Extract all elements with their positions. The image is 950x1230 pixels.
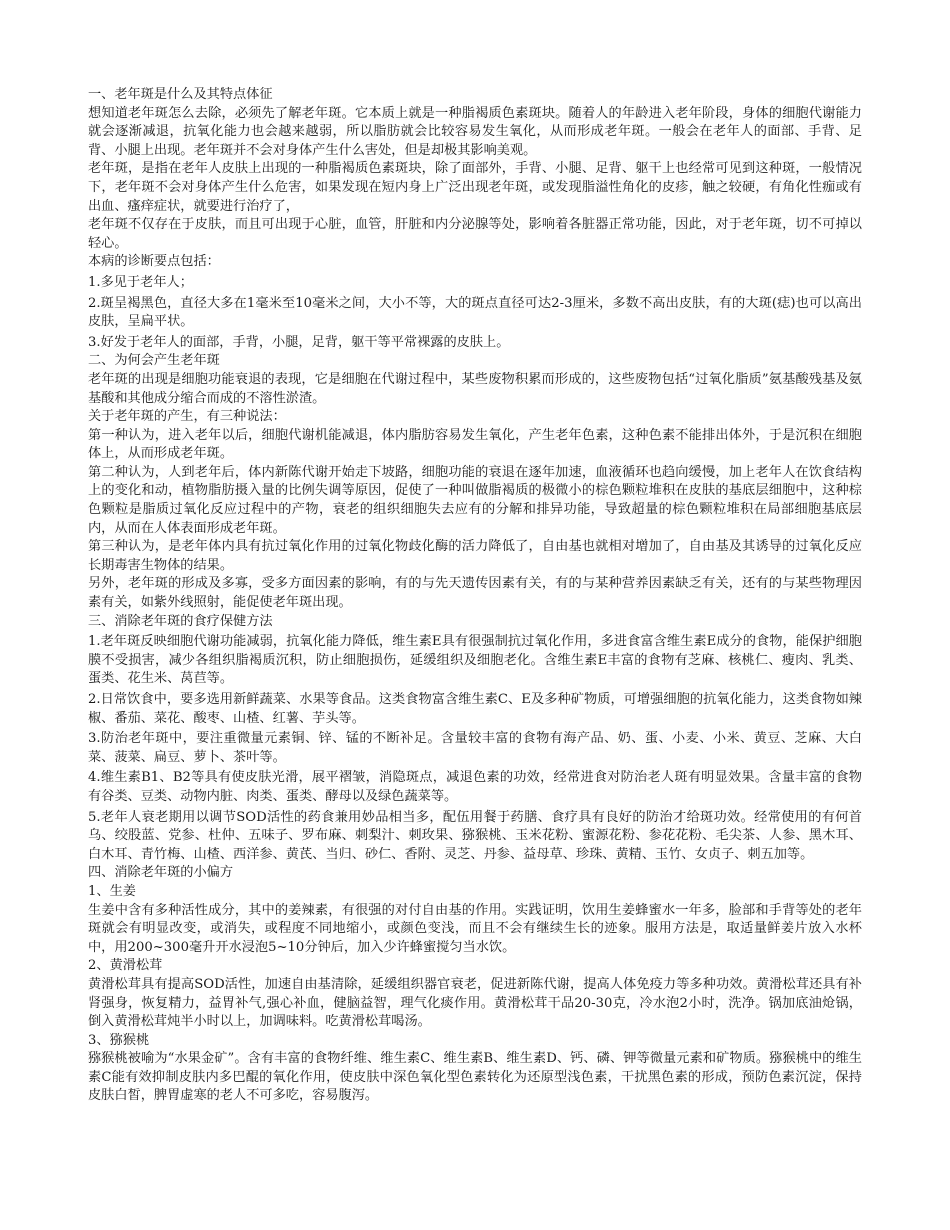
paragraph: 老年斑，是指在老年人皮肤上出现的一种脂褐质色素斑块，除了面部外，手背、小腿、足背、躯干上也经常可见到这种斑，一般情况下，老年斑不会对身体产生什么危害，如果发现在短内身上广泛出现老年斑，或发现脂溢性角化的皮疹，触之较硬，有角化性痂或有出血、瘙痒症状，就要进行治疗了， [88,161,862,214]
list-item: 2.日常饮食中，要多选用新鲜蔬菜、水果等食品。这类食物富含维生素C、E及多种矿物质，可增强细胞的抗氧化能力，这类食物如辣椒、番茄、菜花、酸枣、山楂、红薯、芋头等。 [88,692,862,726]
paragraph: 想知道老年斑怎么去除，必须先了解老年斑。它本质上就是一种脂褐质色素斑块。随着人的年龄进入老年阶段，身体的细胞代谢能力就会逐渐减退，抗氧化能力也会越来越弱，所以脂肪就会比较容易发生氧化，从而形成老年斑。一般会在老年人的面部、手背、足背、小腿上出现。老年斑并不会对身体产生什么害处，但是却极其影响美观。 [88,105,862,158]
paragraph: 生姜中含有多种活性成分，其中的姜辣素，有很强的对付自由基的作用。实践证明，饮用生姜蜂蜜水一年多，脸部和手背等处的老年斑就会有明显改变，或消失，或程度不同地缩小，或颜色变浅，而且不会有继续生长的迹象。服用方法是，取适量鲜姜片放入水杯中，用200~300毫升开水浸泡5~10分钟后，加入少许蜂蜜搅匀当水饮。 [88,902,862,955]
paragraph: 老年斑不仅存在于皮肤，而且可出现于心脏，血管，肝脏和内分泌腺等处，影响着各脏器正常功能，因此，对于老年斑，切不可掉以轻心。 [88,217,862,251]
list-item: 1.老年斑反映细胞代谢功能减弱，抗氧化能力降低，维生素E具有很强制抗过氧化作用，多进食富含维生素E成分的食物，能保护细胞膜不受损害，减少各组织脂褐质沉积，防止细胞损伤，延缓组织及细胞老化。含维生素E丰富的食物有芝麻、核桃仁、瘦肉、乳类、蛋类、花生米、莴苣等。 [88,634,862,687]
paragraph: 老年斑的出现是细胞功能衰退的表现，它是细胞在代谢过程中，某些废物积累而形成的，这些废物包括“过氧化脂质”氨基酸残基及氨基酸和其他成分缩合而成的不溶性淤渣。 [88,371,862,406]
list-item: 1.多见于老年人； [88,274,193,290]
paragraph: 关于老年斑的产生，有三种说法： [88,409,286,425]
subsection-heading: 1、生姜 [88,883,136,899]
subsection-heading: 3、猕猴桃 [88,1032,150,1048]
paragraph: 第二种认为，人到老年后，体内新陈代谢开始走下坡路，细胞功能的衰退在逐年加速，血液循环也趋向缓慢，加上老年人在饮食结构上的变化和动，植物脂肪摄入量的比例失调等原因，促使了一种叫做脂褐质的极微小的棕色颗粒堆积在皮肤的基底层细胞中，这种棕色颗粒是脂质过氧化反应过程中的产物，衰老的组织细胞失去应有的分解和排异功能，导致超量的棕色颗粒堆积在局部细胞基底层内，从而在人体表面形成老年斑。 [88,464,862,536]
list-item: 3.好发于老年人的面部，手背，小腿，足背，躯干等平常裸露的皮肤上。 [88,334,510,350]
list-item: 3.防治老年斑中，要注重微量元素铜、锌、锰的不断补足。含量较丰富的食物有海产品、奶、蛋、小麦、小米、黄豆、芝麻、大白菜、菠菜、扁豆、萝卜、茶叶等。 [88,731,862,765]
list-item: 4.维生素B1、B2等具有使皮肤光滑，展平褶皱，消隐斑点，减退色素的功效，经常进食对防治老人斑有明显效果。含量丰富的食物有谷类、豆类、动物内脏、肉类、蛋类、酵母以及绿色蔬菜等。 [88,770,862,804]
list-item: 2.斑呈褐黑色，直径大多在1毫米至10毫米之间，大小不等，大的斑点直径可达2-3厘米，多数不高出皮肤，有的大斑(痣)也可以高出皮肤，呈扁平状。 [88,295,862,330]
paragraph: 另外，老年斑的形成及多寡，受多方面因素的影响，有的与先天遗传因素有关，有的与某种营养因素缺乏有关，还有的与某些物理因素有关，如紫外线照射，能促使老年斑出现。 [88,576,862,611]
section-heading-2: 二、为何会产生老年斑 [88,353,220,369]
list-item: 5.老年人衰老期用以调节SOD活性的药食兼用妙品相当多，配伍用餐于药膳、食疗具有良好的防治才给斑功效。经常使用的有何首乌、绞股蓝、党参、杜仲、五味子、罗布麻、刺梨汁、刺玫果、猕猴桃、玉米花粉、蜜源花粉、参花花粉、毛尖茶、人参、黑木耳、白木耳、青竹梅、山楂、西洋参、黄芪、当归、砂仁、香附、灵芝、丹参、益母草、珍珠、黄精、玉竹、女贞子、刺五加等。 [88,809,862,862]
subsection-heading: 2、黄滑松茸 [88,958,163,974]
paragraph: 第一种认为，进入老年以后，细胞代谢机能减退，体内脂肪容易发生氧化，产生老年色素，这种色素不能排出体外，于是沉积在细胞体上，从而形成老年斑。 [88,427,862,462]
paragraph: 第三种认为，是老年体内具有抗过氧化作用的过氧化物歧化酶的活力降低了，自由基也就相对增加了，自由基及其诱导的过氧化反应长期毒害生物体的结果。 [88,539,862,573]
section-heading-1: 一、老年斑是什么及其特点体征 [88,87,273,102]
paragraph: 本病的诊断要点包括： [88,254,220,270]
section-heading-3: 三、消除老年斑的食疗保健方法 [88,613,273,629]
paragraph: 猕猴桃被喻为“水果金矿”。含有丰富的食物纤维、维生素C、维生素B、维生素D、钙、磷、钾等微量元素和矿物质。猕猴桃中的维生素C能有效抑制皮肤内多巴醌的氧化作用，使皮肤中深色氧化型色素转化为还原型浅色素，干扰黑色素的形成，预防色素沉淀，保持皮肤白皙，脾胃虚寒的老人不可多吃，容易腹泻。 [88,1051,862,1104]
paragraph: 黄滑松茸具有提高SOD活性，加速自由基清除，延缓组织器官衰老，促进新陈代谢，提高人体免疫力等多种功效。黄滑松茸还具有补肾强身，恢复精力，益胃补气,强心补血，健脑益智，理气化痰作用。黄滑松茸干品20-30克，冷水泡2小时，洗净。锅加底油炝锅，倒入黄滑松茸炖半小时以上，加调味料。吃黄滑松茸喝汤。 [88,976,862,1030]
section-heading-4: 四、消除老年斑的小偏方 [88,865,234,881]
